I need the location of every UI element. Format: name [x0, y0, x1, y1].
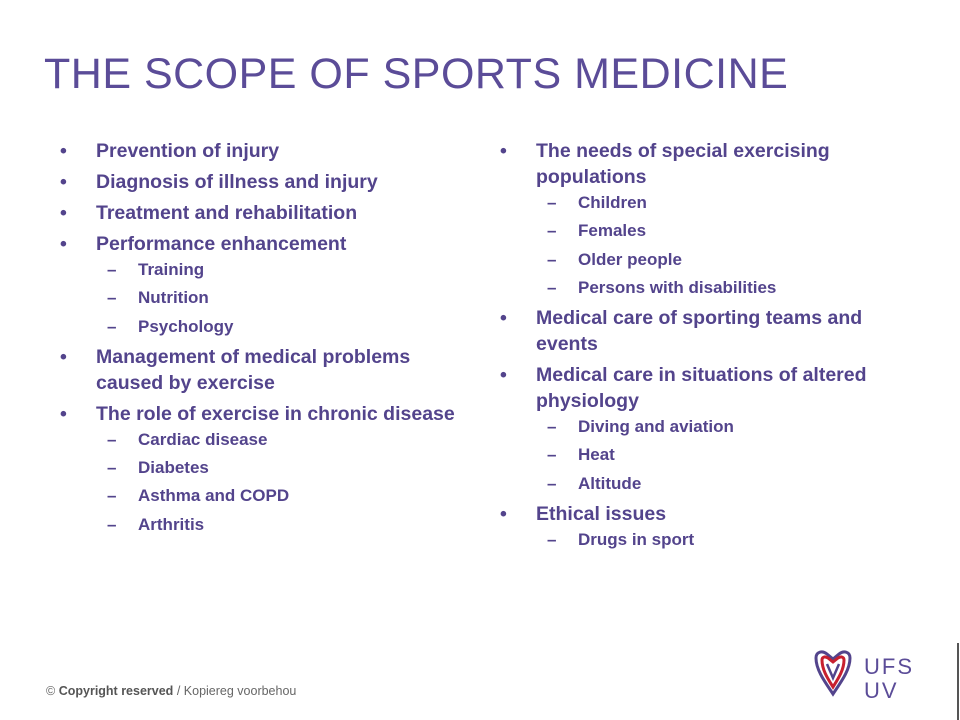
sub-item-label: Nutrition — [138, 288, 209, 308]
left-column — [58, 138, 468, 542]
bullet-glyph: • — [500, 364, 507, 387]
bullet-item — [58, 138, 468, 164]
bullet-label: Prevention of injury — [96, 140, 280, 162]
sub-item — [536, 277, 918, 299]
sub-item-label: Persons with disabilities — [578, 277, 777, 297]
bullet-label: Ethical issues — [536, 503, 667, 526]
sub-list — [96, 429, 468, 536]
sub-item — [536, 444, 918, 466]
sub-item-label: Asthma and COPD — [138, 486, 290, 506]
sub-item-label: Training — [138, 260, 205, 279]
bullet-glyph: • — [500, 140, 507, 162]
dash-glyph: – — [547, 530, 557, 550]
dash-glyph: – — [107, 288, 117, 308]
dash-glyph: – — [547, 473, 557, 493]
dash-glyph: – — [107, 458, 117, 478]
dash-glyph: – — [547, 193, 557, 212]
sub-list — [536, 416, 918, 495]
dash-glyph: – — [547, 445, 557, 465]
bullet-glyph: • — [500, 503, 507, 526]
copyright-footer — [46, 684, 296, 698]
dash-glyph: – — [107, 316, 117, 336]
dash-glyph: – — [107, 486, 117, 506]
bullet-item — [58, 401, 468, 536]
right-bullet-list — [498, 138, 918, 551]
copyright-text: Copyright reserved — [58, 684, 174, 698]
left-bullet-list — [58, 138, 468, 536]
bullet-item — [498, 501, 918, 551]
bullet-label: Treatment and rehabilitation — [96, 202, 358, 224]
sub-item-label: Diabetes — [138, 458, 209, 478]
bullet-item — [58, 200, 468, 226]
sub-item — [536, 249, 918, 271]
bullet-glyph: • — [60, 345, 67, 368]
dash-glyph: – — [107, 260, 117, 279]
bullet-item — [58, 344, 468, 396]
dash-glyph: – — [107, 514, 117, 534]
sub-list — [96, 259, 468, 338]
bullet-glyph: • — [60, 202, 67, 224]
sub-item — [96, 287, 468, 309]
bullet-label: Diagnosis of illness and injury — [96, 171, 378, 193]
dash-glyph: – — [547, 249, 557, 269]
sub-item-label: Older people — [578, 249, 682, 269]
bullet-item — [58, 231, 468, 338]
dash-glyph: – — [547, 277, 557, 297]
right-column — [498, 138, 918, 557]
sub-list — [536, 529, 918, 551]
bullet-glyph: • — [60, 171, 67, 193]
bullet-label: The role of exercise in chronic disease — [96, 402, 455, 425]
logo-text-uv: UV — [864, 678, 899, 703]
bullet-item — [58, 169, 468, 195]
bullet-label: Management of medical problems caused by exercise — [96, 345, 411, 394]
sub-item — [96, 429, 468, 451]
heart-shield-icon — [816, 652, 850, 694]
bullet-label: Medical care of sporting teams and events — [536, 307, 863, 356]
right-edge-divider — [957, 643, 959, 720]
sub-item — [536, 473, 918, 495]
copyright-separator: / — [176, 684, 181, 698]
bullet-item — [498, 362, 918, 495]
bullet-label: The needs of special exercising populations — [536, 140, 830, 188]
sub-item — [536, 220, 918, 242]
bullet-label: Medical care in situations of altered physiology — [536, 364, 867, 413]
sub-item-label: Arthritis — [138, 514, 205, 534]
copyright-symbol: © — [46, 684, 56, 698]
bullet-glyph: • — [60, 402, 67, 425]
sub-item-label: Children — [578, 193, 647, 212]
sub-item — [96, 514, 468, 536]
dash-glyph: – — [107, 429, 117, 449]
sub-item — [96, 485, 468, 507]
sub-item-label: Heat — [578, 445, 615, 465]
sub-item-label: Psychology — [138, 316, 234, 336]
bullet-item — [498, 138, 918, 299]
sub-item — [96, 457, 468, 479]
slide-title: THE SCOPE OF SPORTS MEDICINE — [44, 50, 789, 98]
bullet-glyph: • — [60, 140, 67, 162]
sub-item-label: Females — [578, 221, 647, 241]
copyright-text-af: Kopiereg voorbehou — [183, 684, 297, 698]
bullet-item — [498, 305, 918, 357]
logo-text-ufs: UFS — [864, 654, 914, 679]
sub-item-label: Cardiac disease — [138, 429, 268, 449]
dash-glyph: – — [547, 221, 557, 241]
bullet-glyph: • — [500, 307, 507, 330]
sub-item — [96, 316, 468, 338]
dash-glyph: – — [547, 417, 557, 437]
sub-item — [536, 529, 918, 551]
sub-item — [536, 192, 918, 214]
sub-item — [536, 416, 918, 438]
sub-item-label: Altitude — [578, 473, 642, 493]
sub-list — [536, 192, 918, 299]
sub-item — [96, 259, 468, 281]
bullet-glyph: • — [60, 233, 67, 255]
sub-item-label: Drugs in sport — [578, 530, 695, 550]
sub-item-label: Diving and aviation — [578, 417, 734, 437]
bullet-label: Performance enhancement — [96, 233, 347, 255]
